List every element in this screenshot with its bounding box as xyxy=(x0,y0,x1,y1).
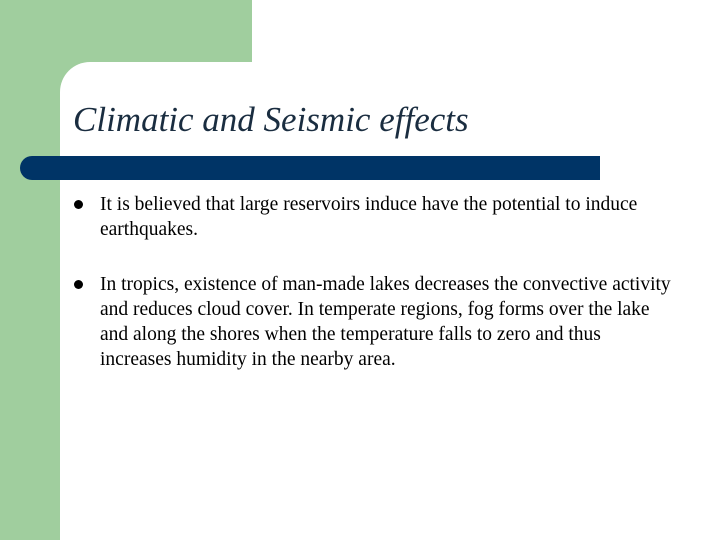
bullet-dot-icon xyxy=(74,200,83,209)
green-accent-strip xyxy=(0,62,60,540)
bullet-dot-icon xyxy=(74,280,83,289)
bullet-item xyxy=(72,272,672,372)
bullet-item xyxy=(72,192,672,242)
slide-title: Climatic and Seismic effects xyxy=(73,100,469,139)
bullet-list xyxy=(72,192,672,402)
green-accent-block xyxy=(0,0,252,62)
bullet-text: In tropics, existence of man-made lakes decreases the convective activity and reduces cloud cover. In temperate regions, fog forms over the lake and along the shores when the temperature falls to zero and thus increases humidity in the nearby area. xyxy=(100,274,671,370)
bullet-text: It is believed that large reservoirs induce have the potential to induce earthquakes. xyxy=(100,194,638,240)
title-underline-bar xyxy=(20,156,600,180)
